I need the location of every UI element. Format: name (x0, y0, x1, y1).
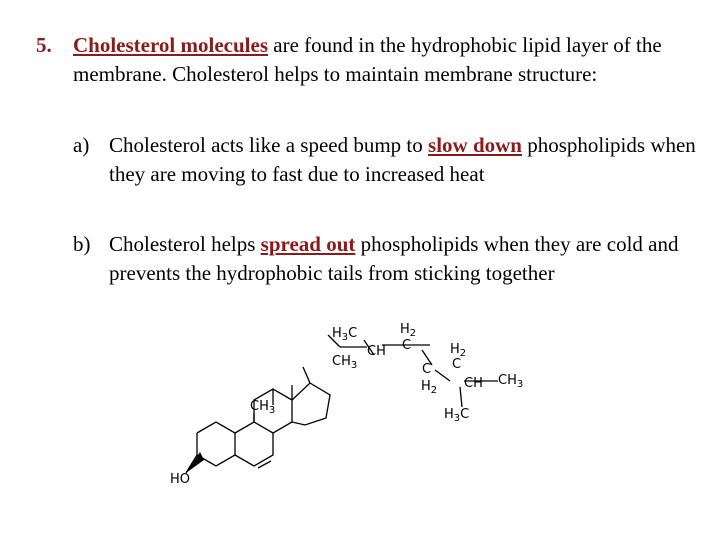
point-b-label: b) (73, 232, 91, 256)
label-c-top: C (402, 338, 412, 353)
item-number: 5. (36, 33, 52, 57)
point-b-highlight: spread out (260, 232, 356, 256)
main-text: are found in the hydrophobic lipid layer of the membrane. Cholesterol helps to maintain membrane structure: (73, 33, 662, 86)
label-h2-mid: $H_2$ (421, 379, 438, 396)
point-a-highlight: slow down (428, 133, 522, 157)
label-ch-right: CH (464, 376, 483, 391)
point-a-label: a) (73, 133, 90, 157)
point-b-after: phospholipids when they are cold and prevents the hydrophobic tails from sticking together (109, 232, 679, 285)
point-a-text (109, 131, 709, 189)
point-b-before: Cholesterol helps (109, 232, 261, 256)
label-h3c-bottom: $H_3C$ (444, 407, 470, 424)
label-h3c-top: $H_3C$ (332, 326, 358, 343)
point-a-after: phospholipids when they are moving to fast due to increased heat (109, 133, 696, 186)
label-h2-right: $H_2$ (450, 342, 467, 359)
label-ch-top: CH (367, 344, 386, 359)
point-b-text (109, 230, 709, 288)
label-c-mid: C (422, 362, 432, 377)
cholesterol-structure-diagram (160, 315, 560, 495)
main-paragraph (73, 31, 703, 89)
label-ho: HO (170, 472, 191, 487)
label-h2-top: $H_2$ (400, 322, 417, 339)
label-ch3-ring: $CH_3$ (250, 399, 276, 416)
label-ch3-right: $CH_3$ (498, 373, 524, 390)
ho-wedge (186, 452, 204, 473)
label-ch3-top: $CH_3$ (332, 354, 358, 371)
main-highlight: Cholesterol molecules (73, 33, 268, 57)
label-c-right: C (452, 357, 462, 372)
point-a-before: Cholesterol acts like a speed bump to (109, 133, 429, 157)
